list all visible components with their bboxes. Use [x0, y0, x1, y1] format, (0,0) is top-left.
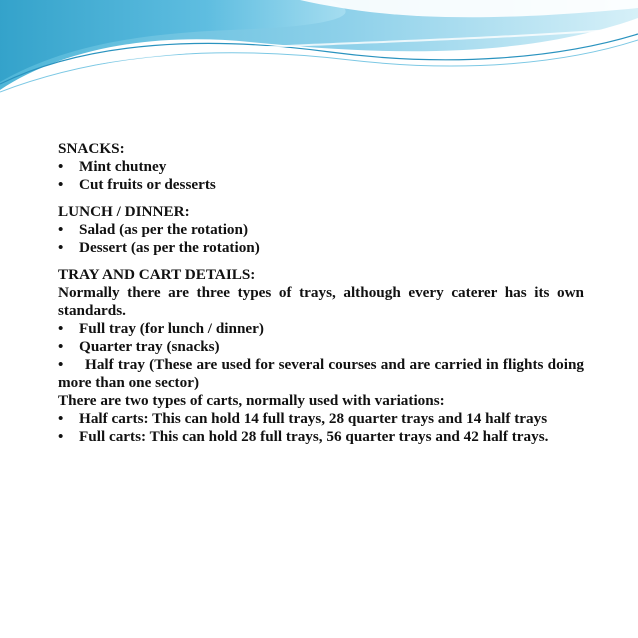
header-wave-decoration: [0, 0, 638, 110]
tray-intro-paragraph: Normally there are three types of trays, although every caterer has its own standards.: [58, 284, 584, 319]
bullet-icon: •: [58, 158, 64, 175]
list-item: [58, 428, 584, 446]
bullet-icon: •: [58, 176, 64, 193]
snacks-list: [58, 158, 584, 194]
list-item-text: Mint chutney: [79, 158, 167, 175]
list-item-text: Cut fruits or desserts: [79, 176, 216, 193]
list-item-text: Quarter tray (snacks): [79, 338, 220, 355]
bullet-icon: •: [58, 221, 64, 238]
list-item-text: Dessert (as per the rotation): [79, 239, 260, 256]
list-item: [58, 176, 584, 194]
list-item: [58, 320, 584, 338]
list-item-text: Half tray (These are used for several courses and are carried in flights doing more than one sector): [58, 356, 584, 391]
cart-types-list: [58, 410, 584, 446]
list-item: [58, 410, 584, 428]
lunch-dinner-section: [58, 203, 584, 257]
carts-intro-paragraph: There are two types of carts, normally used with variations:: [58, 392, 445, 409]
bullet-icon: •: [58, 338, 64, 355]
list-item: [58, 338, 584, 356]
lunch-dinner-list: [58, 221, 584, 257]
snacks-section: [58, 140, 584, 194]
bullet-icon: •: [58, 410, 64, 427]
list-item: [58, 158, 584, 176]
list-item-text: Half carts: This can hold 14 full trays, 28 quarter trays and 14 half trays: [79, 410, 548, 427]
list-item: [58, 221, 584, 239]
bullet-icon: •: [58, 320, 64, 337]
bullet-icon: •: [58, 428, 64, 445]
lunch-dinner-heading: LUNCH / DINNER:: [58, 203, 190, 220]
list-item: [58, 356, 584, 392]
tray-types-list: [58, 320, 584, 392]
list-item-text: Salad (as per the rotation): [79, 221, 249, 238]
list-item: [58, 239, 584, 257]
tray-cart-heading: TRAY AND CART DETAILS:: [58, 266, 256, 283]
list-item-text: Full tray (for lunch / dinner): [79, 320, 264, 337]
bullet-icon: •: [58, 356, 64, 373]
list-item-text: Full carts: This can hold 28 full trays, 56 quarter trays and 42 half trays.: [79, 428, 549, 445]
bullet-icon: •: [58, 239, 64, 256]
snacks-heading: SNACKS:: [58, 140, 125, 157]
slide-content: [58, 140, 584, 455]
tray-cart-section: [58, 266, 584, 446]
